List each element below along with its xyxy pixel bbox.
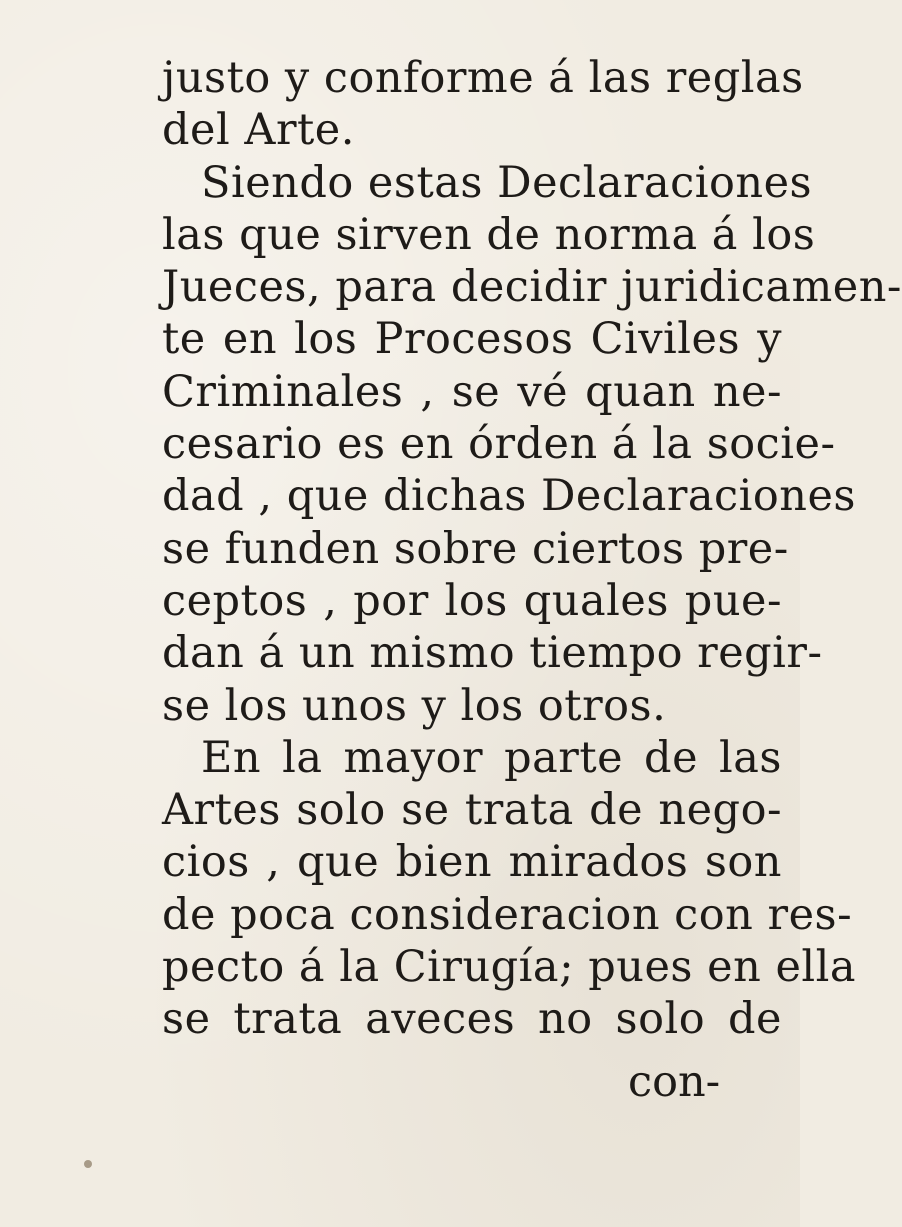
text-line-8: cesario es en órden á la socie- xyxy=(162,419,836,470)
text-line-6: te en los Procesos Civiles y xyxy=(162,314,782,365)
text-line-1: justo y conforme á las reglas xyxy=(162,53,804,103)
text-line-11: ceptos , por los quales pue- xyxy=(162,575,782,626)
text-line-9: dad , que dichas Declaraciones xyxy=(162,471,856,522)
text-line-14: En la mayor parte de las xyxy=(201,732,782,783)
text-line-12: dan á un mismo tiempo regir- xyxy=(162,628,823,679)
text-line-4: las que sirven de norma á los xyxy=(162,209,816,260)
text-line-13: se los unos y los otros. xyxy=(162,680,667,731)
text-line-17: de poca consideracion con res- xyxy=(162,889,853,940)
text-line-19: se trata aveces no solo de xyxy=(162,994,782,1045)
text-line-7: Criminales , se vé quan ne- xyxy=(162,366,782,417)
text-line-18: pecto á la Cirugía; pues en ella xyxy=(162,942,857,993)
body-text xyxy=(162,52,902,1046)
text-line-5: Jueces, para decidir juridicamen- xyxy=(162,262,902,313)
text-line-3: Siendo estas Declaraciones xyxy=(201,157,813,208)
text-line-10: se funden sobre ciertos pre- xyxy=(162,523,789,574)
catchword: con- xyxy=(628,1057,721,1107)
text-line-15: Artes solo se trata de nego- xyxy=(162,785,782,836)
text-line-2: del Arte. xyxy=(162,105,355,156)
text-line-16: cios , que bien mirados son xyxy=(162,837,782,888)
ink-speck xyxy=(84,1160,92,1168)
